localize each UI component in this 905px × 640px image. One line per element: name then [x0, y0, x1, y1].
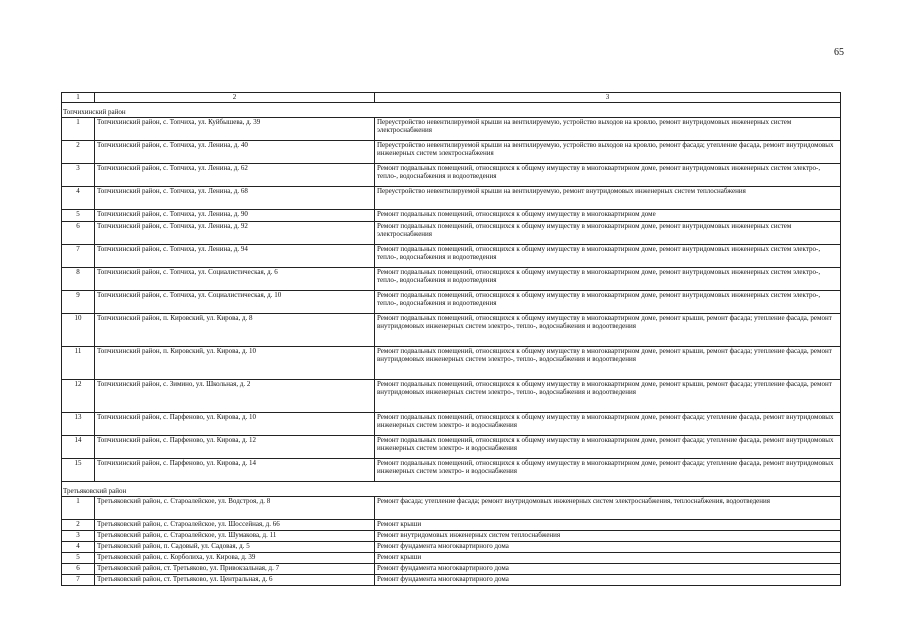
row-address: Топчихинский район, с. Топчиха, ул. Куйбышева, д. 39: [95, 117, 375, 140]
row-number: 12: [62, 379, 95, 412]
row-work: Ремонт подвальных помещений, относящихся к общему имуществу в многоквартирном доме, ремонт внутридомовых инженерных систем электро-, тепло-, водоснабжения и водоотведения: [375, 244, 841, 267]
row-address: Топчихинский район, с. Парфеново, ул. Кирова, д. 12: [95, 435, 375, 458]
row-work: Ремонт фасада; утепление фасада; ремонт внутридомовых инженерных систем электроснабжения, теплоснабжения, водоотведения: [375, 496, 841, 519]
row-number: 7: [62, 244, 95, 267]
section-row: [62, 481, 841, 496]
page-number: 65: [834, 47, 844, 58]
row-address: Третьяковский район, ст. Третьяково, ул. Привокзальная, д. 7: [95, 563, 375, 574]
row-address: Топчихинский район, с. Топчиха, ул. Ленина, д. 40: [95, 140, 375, 163]
table-row: [62, 221, 841, 244]
row-work: Ремонт подвальных помещений, относящихся к общему имуществу в многоквартирном доме, ремонт фасада; утепление фасада, ремонт внутридомовых инженерных систем электро- и водоснабжения: [375, 458, 841, 481]
table-row: [62, 379, 841, 412]
header-col-1: 1: [62, 93, 95, 103]
table-row: [62, 186, 841, 209]
row-address: Топчихинский район, с. Топчиха, ул. Ленина, д. 94: [95, 244, 375, 267]
row-address: Третьяковский район, с. Староалейское, ул. Шоссейная, д. 66: [95, 519, 375, 530]
row-number: 3: [62, 163, 95, 186]
row-address: Топчихинский район, с. Парфеново, ул. Кирова, д. 14: [95, 458, 375, 481]
table-row: [62, 412, 841, 435]
table-row: [62, 458, 841, 481]
row-number: 14: [62, 435, 95, 458]
row-number: 1: [62, 117, 95, 140]
table-row: [62, 163, 841, 186]
row-number: 11: [62, 346, 95, 379]
row-address: Топчихинский район, с. Топчиха, ул. Ленина, д. 68: [95, 186, 375, 209]
header-col-3: 3: [375, 93, 841, 103]
row-number: 4: [62, 186, 95, 209]
works-table-body: [62, 93, 841, 586]
row-work: Ремонт подвальных помещений, относящихся к общему имуществу в многоквартирном доме, ремонт фасада; утепление фасада, ремонт внутридомовых инженерных систем электро- и водоснабжения: [375, 412, 841, 435]
row-work: Ремонт подвальных помещений, относящихся к общему имуществу в многоквартирном доме, ремонт крыши, ремонт фасада; утепление фасада, ремонт внутридомовых инженерных систем электро-, тепло-, водоснабжения и водоотведения: [375, 346, 841, 379]
row-work: Ремонт крыши: [375, 519, 841, 530]
row-work: Ремонт подвальных помещений, относящихся к общему имуществу в многоквартирном доме, ремонт крыши, ремонт фасада; утепление фасада, ремонт внутридомовых инженерных систем электро-, тепло-, водоснабжения и водоотведения: [375, 313, 841, 346]
row-address: Третьяковский район, п. Садовый, ул. Садовая, д. 5: [95, 541, 375, 552]
row-work: Ремонт фундамента многоквартирного дома: [375, 574, 841, 585]
table-row: [62, 496, 841, 519]
row-number: 10: [62, 313, 95, 346]
row-work: Ремонт подвальных помещений, относящихся к общему имуществу в многоквартирном доме, ремонт фасада; утепление фасада, ремонт внутридомовых инженерных систем электро- и водоснабжения: [375, 435, 841, 458]
row-work: Ремонт крыши: [375, 552, 841, 563]
row-number: 13: [62, 412, 95, 435]
table-header-row: [62, 93, 841, 103]
table-row: [62, 346, 841, 379]
header-col-2: 2: [95, 93, 375, 103]
table-row: [62, 267, 841, 290]
row-number: 8: [62, 267, 95, 290]
table-row: [62, 140, 841, 163]
row-work: Ремонт подвальных помещений, относящихся к общему имуществу в многоквартирном доме, ремонт внутридомовых инженерных систем электро-, тепло-, водоснабжения и водоотведения: [375, 267, 841, 290]
table-row: [62, 209, 841, 221]
row-address: Топчихинский район, с. Топчиха, ул. Ленина, д. 90: [95, 209, 375, 221]
row-address: Топчихинский район, п. Кировский, ул. Кирова, д. 8: [95, 313, 375, 346]
row-number: 5: [62, 209, 95, 221]
table-row: [62, 552, 841, 563]
table-row: [62, 530, 841, 541]
row-address: Топчихинский район, с. Зимино, ул. Школьная, д. 2: [95, 379, 375, 412]
row-work: Ремонт подвальных помещений, относящихся к общему имуществу в многоквартирном доме, ремонт крыши, ремонт фасада; утепление фасада, ремонт внутридомовых инженерных систем электро-, тепло-, водоснабжения и водоотведения: [375, 379, 841, 412]
table-row: [62, 541, 841, 552]
row-number: 4: [62, 541, 95, 552]
row-address: Топчихинский район, с. Топчиха, ул. Социалистическая, д. 6: [95, 267, 375, 290]
table-row: [62, 563, 841, 574]
row-work: Ремонт фундамента многоквартирного дома: [375, 563, 841, 574]
row-address: Топчихинский район, с. Топчиха, ул. Социалистическая, д. 10: [95, 290, 375, 313]
row-number: 7: [62, 574, 95, 585]
table-row: [62, 574, 841, 585]
row-work: Ремонт внутридомовых инженерных систем теплоснабжения: [375, 530, 841, 541]
row-address: Третьяковский район, с. Староалейское, ул. Водстрoя, д. 8: [95, 496, 375, 519]
row-work: Переустройство невентилируемой крыши на вентилируемую, устройство выходов на кровлю, ремонт внутридомовых инженерных систем электроснабжения: [375, 117, 841, 140]
row-number: 15: [62, 458, 95, 481]
section-title: Топчихинский район: [62, 102, 841, 117]
row-address: Топчихинский район, с. Топчиха, ул. Ленина, д. 62: [95, 163, 375, 186]
row-work: Ремонт подвальных помещений, относящихся к общему имуществу в многоквартирном доме, ремонт внутридомовых инженерных систем электро-, тепло-, водоснабжения и водоотведения: [375, 163, 841, 186]
row-number: 2: [62, 140, 95, 163]
row-work: Ремонт подвальных помещений, относящихся к общему имуществу в многоквартирном доме, ремонт внутридомовых инженерных систем электро-, тепло-, водоснабжения и водоотведения: [375, 290, 841, 313]
row-number: 6: [62, 563, 95, 574]
row-number: 9: [62, 290, 95, 313]
row-address: Топчихинский район, с. Парфеново, ул. Кирова, д. 10: [95, 412, 375, 435]
row-work: Переустройство невентилируемой крыши на вентилируемую, устройство выходов на кровлю, ремонт фасада; утепление фасада, ремонт внутридомовых инженерных систем электроснабжения: [375, 140, 841, 163]
row-address: Топчихинский район, с. Топчиха, ул. Ленина, д. 92: [95, 221, 375, 244]
table-row: [62, 435, 841, 458]
row-work: Переустройство невентилируемой крыши на вентилируемую, ремонт внутридомовых инженерных систем теплоснабжения: [375, 186, 841, 209]
row-address: Третьяковский район, с. Корболиха, ул. Кирова, д. 39: [95, 552, 375, 563]
row-address: Третьяковский район, с. Староалейское, ул. Шумакова, д. 11: [95, 530, 375, 541]
section-row: [62, 102, 841, 117]
table-row: [62, 244, 841, 267]
works-table: [61, 92, 841, 586]
row-number: 5: [62, 552, 95, 563]
row-number: 1: [62, 496, 95, 519]
table-row: [62, 117, 841, 140]
row-address: Третьяковский район, ст. Третьяково, ул. Центральная, д. 6: [95, 574, 375, 585]
row-work: Ремонт подвальных помещений, относящихся к общему имуществу в многоквартирном доме: [375, 209, 841, 221]
table-row: [62, 290, 841, 313]
row-work: Ремонт подвальных помещений, относящихся к общему имуществу в многоквартирном доме, ремонт внутридомовых инженерных систем электроснабжения: [375, 221, 841, 244]
row-work: Ремонт фундамента многоквартирного дома: [375, 541, 841, 552]
row-number: 3: [62, 530, 95, 541]
table-row: [62, 313, 841, 346]
section-title: Третьяковский район: [62, 481, 841, 496]
row-address: Топчихинский район, п. Кировский, ул. Кирова, д. 10: [95, 346, 375, 379]
row-number: 2: [62, 519, 95, 530]
table-row: [62, 519, 841, 530]
row-number: 6: [62, 221, 95, 244]
